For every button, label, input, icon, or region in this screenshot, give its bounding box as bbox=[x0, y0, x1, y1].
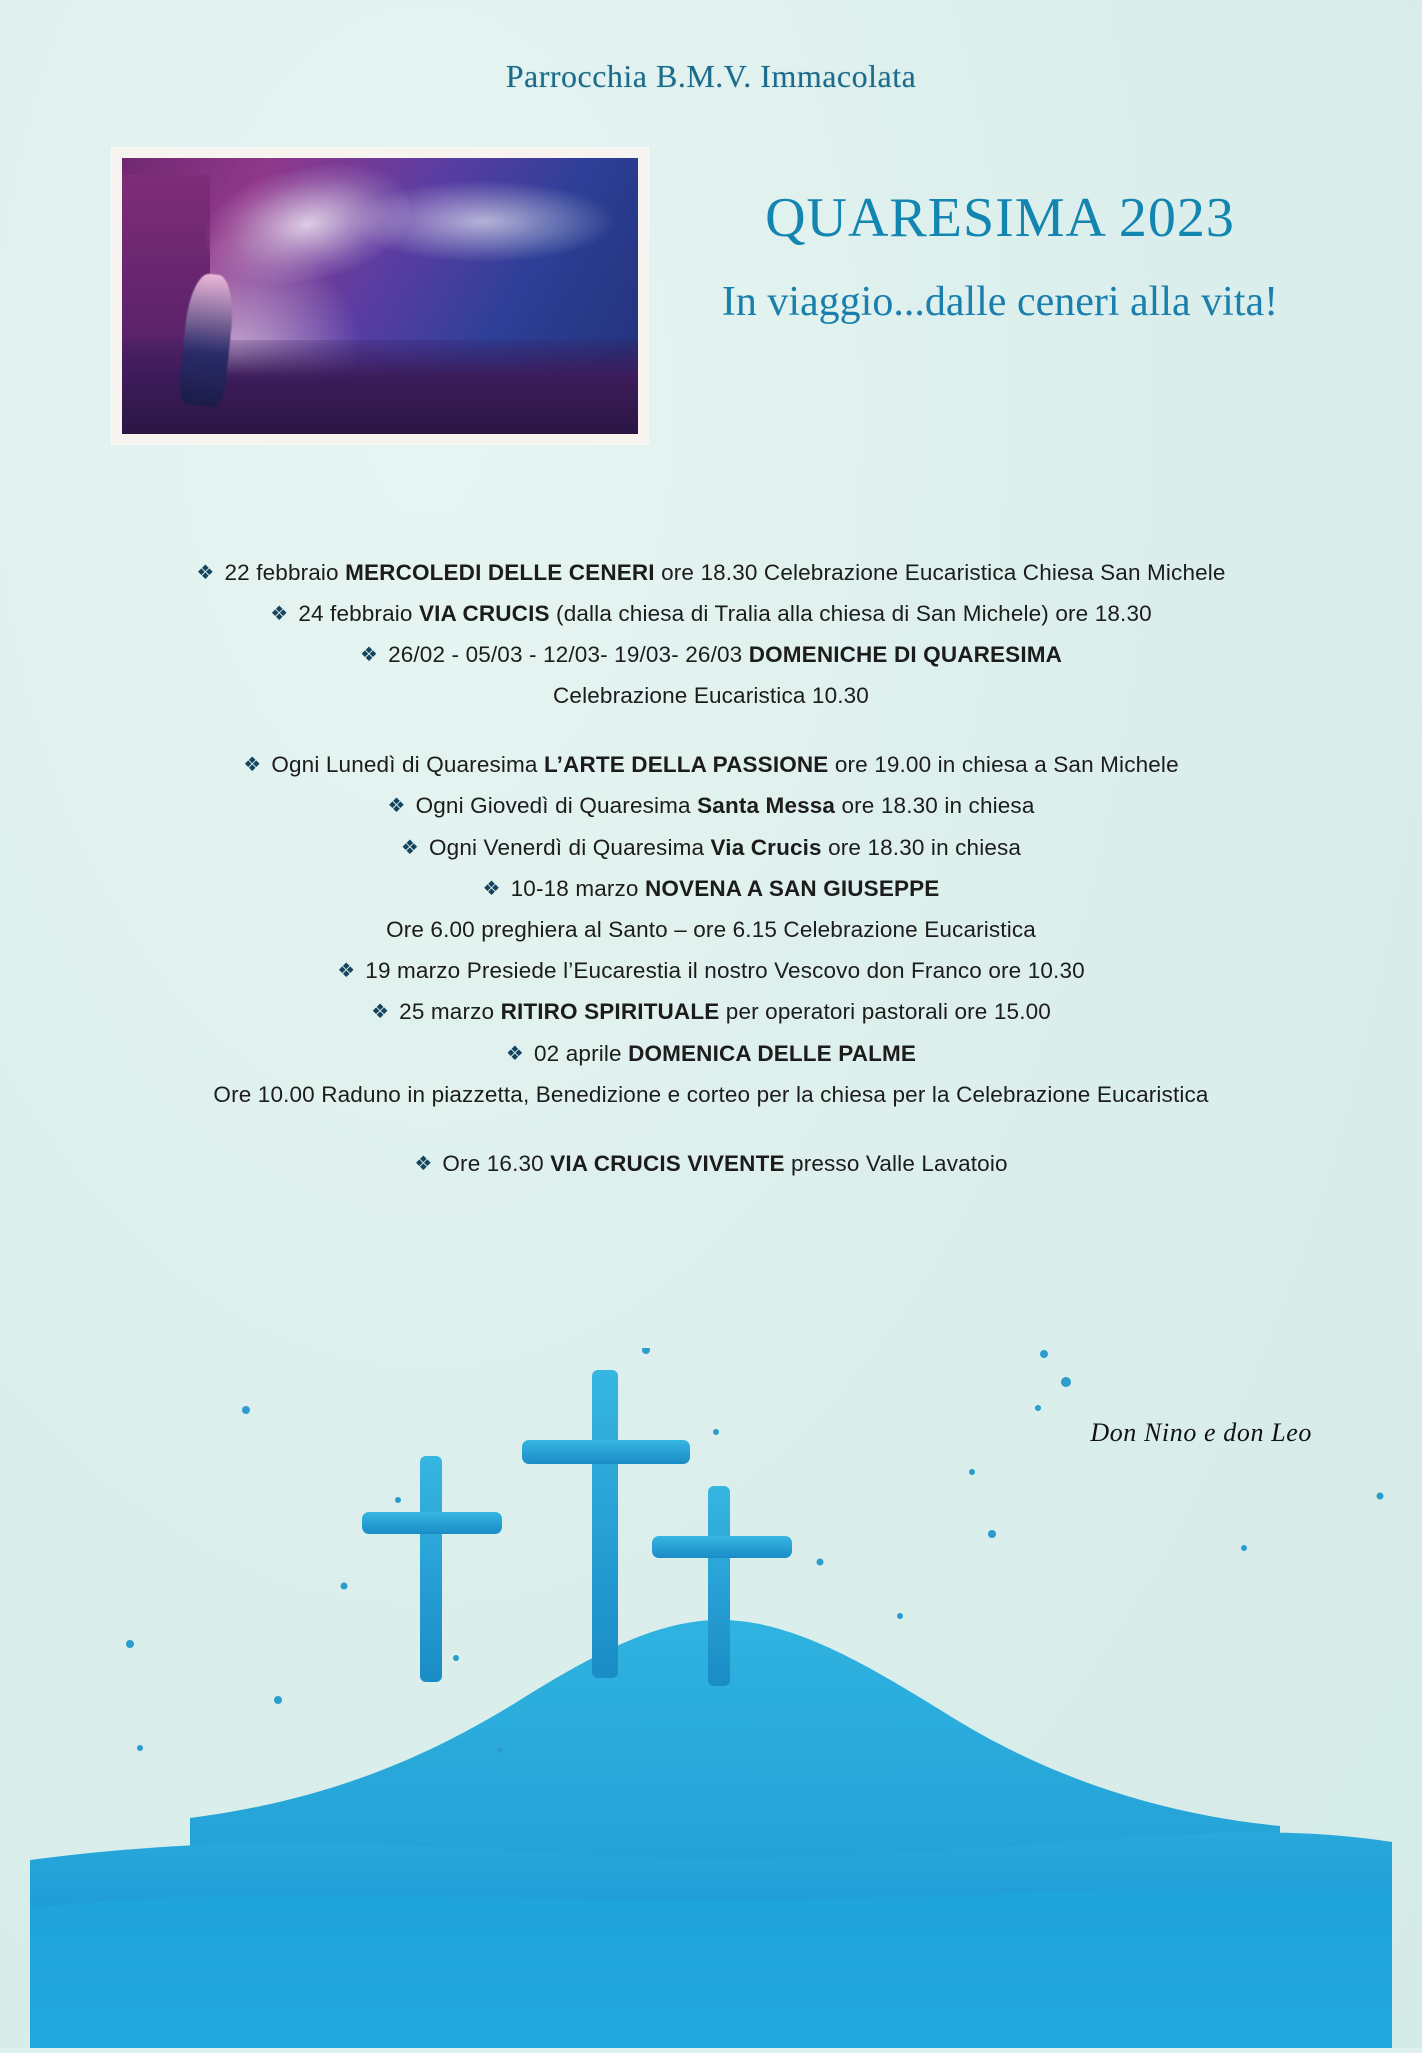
sea-band bbox=[30, 1832, 1392, 2048]
program-line-text: ore 18.30 in chiesa bbox=[841, 793, 1035, 819]
cross-left bbox=[362, 1456, 502, 1682]
sea-band-2 bbox=[30, 1887, 1392, 2048]
diamond-bullet-icon: ❖ bbox=[371, 1001, 390, 1024]
program-line-emphasis: DOMENICA DELLE PALME bbox=[628, 1040, 917, 1066]
program-line bbox=[0, 827, 1422, 868]
program-line bbox=[0, 552, 1422, 593]
lent-photo bbox=[112, 148, 648, 444]
page-subtitle: In viaggio...dalle ceneri alla vita! bbox=[721, 279, 1279, 325]
diamond-bullet-icon: ❖ bbox=[337, 960, 356, 983]
program-line bbox=[0, 593, 1422, 634]
program-line-text: presso Valle Lavatoio bbox=[791, 1150, 1008, 1176]
program-line-emphasis: L’ARTE DELLA PASSIONE bbox=[544, 752, 835, 778]
program-line-text: 19 marzo Presiede l’Eucarestia il nostro Vescovo don Franco ore 10.30 bbox=[365, 958, 1085, 984]
diamond-bullet-icon: ❖ bbox=[414, 1152, 433, 1175]
program-line-text: (dalla chiesa di Tralia alla chiesa di San Michele) ore 18.30 bbox=[556, 600, 1152, 626]
hill-shape bbox=[190, 1620, 1280, 2048]
program-line-text: 24 febbraio bbox=[298, 600, 419, 626]
program-line-text: Ore 16.30 bbox=[442, 1150, 551, 1176]
program-line-text: ore 19.00 in chiesa a San Michele bbox=[834, 752, 1179, 778]
program-line bbox=[0, 1143, 1422, 1184]
program-list bbox=[0, 552, 1422, 1185]
program-line-text: ore 18.30 Celebrazione Eucaristica Chiesa San Michele bbox=[661, 559, 1226, 585]
diamond-bullet-icon: ❖ bbox=[243, 754, 262, 777]
cross-right bbox=[652, 1486, 792, 1686]
diamond-bullet-icon: ❖ bbox=[505, 1042, 525, 1065]
program-line bbox=[0, 634, 1422, 675]
program-line-text: Ogni Giovedì di Quaresima bbox=[415, 793, 698, 819]
program-line-text: Ore 10.00 Raduno in piazzetta, Benedizione e corteo per la chiesa per la Celebrazione Eucaristica bbox=[213, 1081, 1209, 1107]
diamond-bullet-icon: ❖ bbox=[270, 602, 289, 625]
program-line bbox=[0, 992, 1422, 1033]
program-line-text: 02 aprile bbox=[534, 1040, 629, 1066]
photo-image bbox=[122, 158, 638, 434]
signature: Don Nino e don Leo bbox=[1090, 1418, 1312, 1447]
program-line-emphasis: VIA CRUCIS VIVENTE bbox=[550, 1150, 792, 1176]
program-line-text: per operatori pastorali ore 15.00 bbox=[725, 999, 1051, 1025]
program-line-emphasis: MERCOLEDI DELLE CENERI bbox=[345, 559, 662, 585]
program-line bbox=[0, 910, 1422, 951]
program-line-text: Ogni Venerdì di Quaresima bbox=[429, 834, 711, 860]
program-line bbox=[0, 786, 1422, 827]
program-line-text: 26/02 - 05/03 - 12/03- 19/03- 26/03 bbox=[388, 641, 749, 667]
program-line-emphasis: Via Crucis bbox=[710, 834, 829, 860]
cross-center bbox=[522, 1370, 690, 1678]
diamond-bullet-icon: ❖ bbox=[359, 643, 379, 666]
program-line-emphasis: Santa Messa bbox=[697, 793, 842, 819]
program-line-text: 10-18 marzo bbox=[510, 875, 645, 901]
photo-light-streak-2 bbox=[349, 180, 617, 263]
watercolor-artwork bbox=[0, 1348, 1422, 2048]
program-line-text: ore 18.30 in chiesa bbox=[828, 834, 1022, 860]
paint-splatter bbox=[126, 1348, 1384, 1753]
title-block bbox=[620, 186, 1380, 326]
diamond-bullet-icon: ❖ bbox=[400, 836, 419, 859]
diamond-bullet-icon: ❖ bbox=[196, 561, 215, 584]
program-line bbox=[0, 1074, 1422, 1115]
program-line-emphasis: VIA CRUCIS bbox=[418, 600, 557, 626]
program-line bbox=[0, 1033, 1422, 1074]
program-line-text: Ore 6.00 preghiera al Santo – ore 6.15 Celebrazione Eucaristica bbox=[386, 917, 1036, 942]
program-line-emphasis: DOMENICHE DI QUARESIMA bbox=[748, 641, 1063, 667]
program-line bbox=[0, 745, 1422, 786]
program-line-emphasis: NOVENA A SAN GIUSEPPE bbox=[645, 875, 940, 901]
program-spacer bbox=[0, 717, 1422, 745]
program-line bbox=[0, 868, 1422, 909]
program-line-text: Ogni Lunedì di Quaresima bbox=[271, 752, 544, 778]
program-spacer bbox=[0, 1115, 1422, 1143]
diamond-bullet-icon: ❖ bbox=[387, 795, 406, 818]
parish-title: Parrocchia B.M.V. Immacolata bbox=[505, 58, 917, 94]
program-line-emphasis: RITIRO SPIRITUALE bbox=[500, 999, 726, 1025]
three-crosses-illustration bbox=[0, 1348, 1422, 2048]
program-line-text: 25 marzo bbox=[399, 999, 501, 1025]
program-line-text: 22 febbraio bbox=[224, 559, 346, 585]
program-line bbox=[0, 676, 1422, 717]
diamond-bullet-icon: ❖ bbox=[482, 877, 501, 900]
program-line-text: Celebrazione Eucaristica 10.30 bbox=[553, 683, 869, 709]
page-title: QUARESIMA 2023 bbox=[765, 187, 1235, 249]
program-line bbox=[0, 951, 1422, 992]
